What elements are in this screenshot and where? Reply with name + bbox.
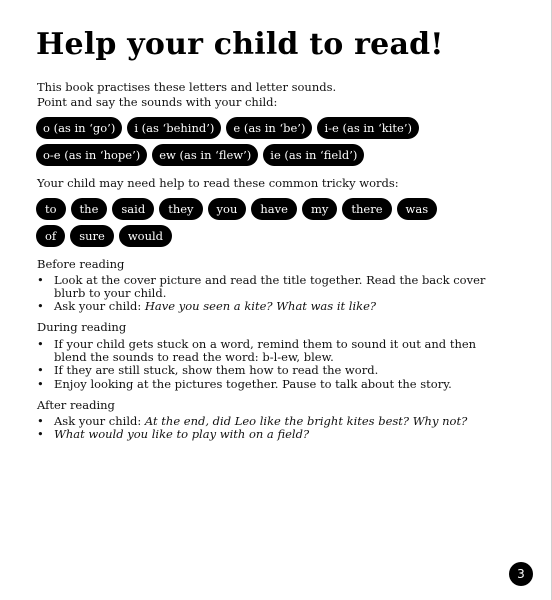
tricky-word-pill: sure (70, 225, 114, 247)
list-item: • Enjoy looking at the pictures together. Pause to talk about the story. (37, 378, 476, 391)
sounds-row-1 (36, 117, 419, 139)
tricky-word-pill: the (71, 198, 108, 220)
intro-line-1: This book practises these letters and letter sounds. (37, 80, 337, 94)
sound-pill: i-e (as in ‘kite’) (317, 117, 419, 139)
tricky-word-pill: my (302, 198, 337, 220)
tricky-word-pill: they (159, 198, 202, 220)
before-reading-heading: Before reading (37, 257, 125, 271)
list-item-text: Ask your child: (54, 414, 145, 428)
sound-pill: ie (as in ‘field’) (263, 144, 364, 166)
tricky-words-row-2 (36, 225, 172, 247)
list-item-line: blurb to your child. (54, 286, 167, 301)
list-item (37, 300, 485, 313)
list-item (37, 428, 467, 441)
intro-text (37, 80, 336, 110)
tricky-word-pill: have (251, 198, 297, 220)
sound-pill: ew (as in ‘flew’) (152, 144, 258, 166)
during-reading-heading: During reading (37, 320, 127, 334)
list-item-line: • If your child gets stuck on a word, remind them to sound it out and then (54, 337, 477, 351)
list-item-question: At the end, did Leo like the bright kites best? Why not? (144, 414, 468, 428)
tricky-word-pill: said (112, 198, 154, 220)
list-item-line: • Look at the cover picture and read the title together. Read the back cover (54, 273, 486, 287)
tricky-word-pill: would (119, 225, 172, 247)
tricky-word-pill: to (36, 198, 66, 220)
tricky-word-pill: you (208, 198, 247, 220)
sound-pill: o (as in ‘go’) (36, 117, 122, 139)
after-reading-list (37, 415, 467, 441)
page-title: Help your child to read! (36, 27, 444, 62)
during-reading-list (37, 338, 476, 391)
after-reading-heading: After reading (37, 398, 115, 412)
list-item: • If they are still stuck, show them how to read the word. (37, 364, 476, 377)
tricky-words-row-1 (36, 198, 437, 220)
list-item-text: Ask your child: (54, 299, 145, 314)
list-item-question: What would you like to play with on a field? (54, 427, 310, 442)
list-item (37, 338, 476, 364)
before-reading-list (37, 274, 485, 314)
tricky-word-pill: of (36, 225, 65, 247)
sounds-row-2 (36, 144, 364, 166)
sound-pill: e (as in ‘be’) (226, 117, 312, 139)
tricky-words-label: Your child may need help to read these common tricky words: (37, 176, 399, 190)
list-item-line: blend the sounds to read the word: b-l-ew, blew. (54, 350, 334, 365)
list-item (37, 274, 485, 300)
tricky-word-pill: there (342, 198, 391, 220)
sound-pill: o-e (as in ‘hope’) (36, 144, 147, 166)
intro-line-2: Point and say the sounds with your child: (37, 95, 278, 109)
sound-pill: i (as ‘behind’) (127, 117, 221, 139)
tricky-word-pill: was (397, 198, 438, 220)
page-number: 3 (509, 562, 533, 586)
list-item-question: Have you seen a kite? What was it like? (144, 299, 377, 314)
